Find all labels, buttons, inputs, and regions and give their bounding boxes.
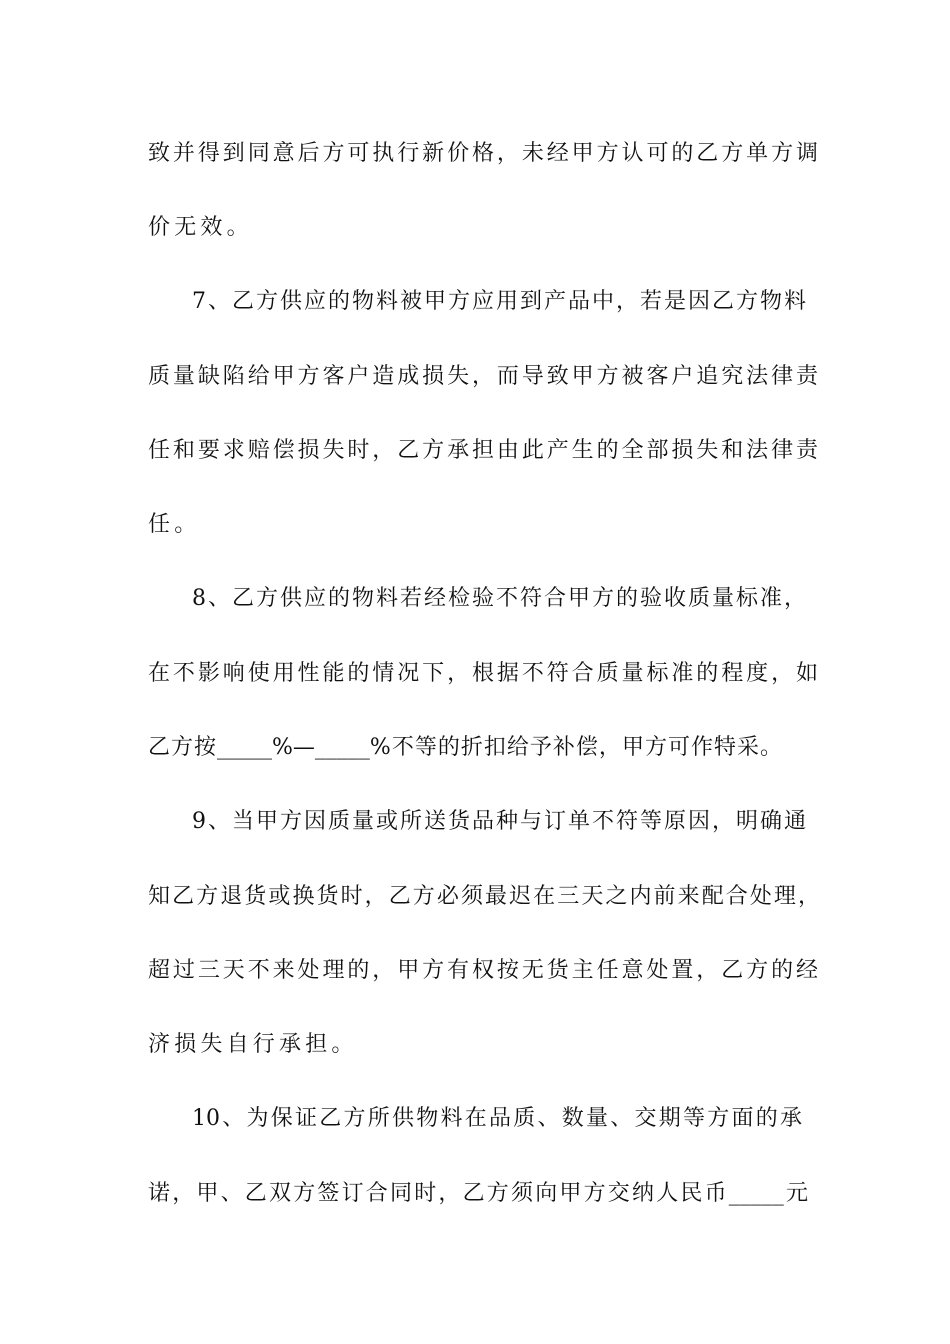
paragraph-7-start: 7、乙方供应的物料被甲方应用到产品中，若是因乙方物料 [192,289,806,314]
text-line: 知乙方退货或换货时，乙方必须最迟在三天之内前来配合处理， [148,884,820,909]
paragraph-9-start: 9、当甲方因质量或所送货品种与订单不符等原因，明确通 [192,809,806,834]
text-line: 任和要求赔偿损失时，乙方承担由此产生的全部损失和法律责 [148,438,818,463]
paragraph-8-start: 8、乙方供应的物料若经检验不符合甲方的验收质量标准， [192,586,806,611]
text-line: 质量缺陷给甲方客户造成损失，而导致甲方被客户追究法律责 [148,364,818,389]
text-line: 乙方按_____%—_____%不等的折扣给予补偿，甲方可作特采。 [148,735,782,760]
text-line: 价无效。 [148,215,253,240]
paragraph-10-start: 10、为保证乙方所供物料在品质、数量、交期等方面的承 [192,1106,802,1131]
text-line: 致并得到同意后方可执行新价格，未经甲方认可的乙方单方调 [148,141,818,166]
text-line: 诺，甲、乙双方签订合同时，乙方须向甲方交纳人民币_____元 [148,1181,808,1206]
text-line: 超过三天不来处理的，甲方有权按无货主任意处置，乙方的经 [148,958,818,983]
text-line: 在不影响使用性能的情况下，根据不符合质量标准的程度，如 [148,661,818,686]
text-line: 济损失自行承担。 [148,1032,358,1057]
text-line: 任。 [148,512,201,537]
